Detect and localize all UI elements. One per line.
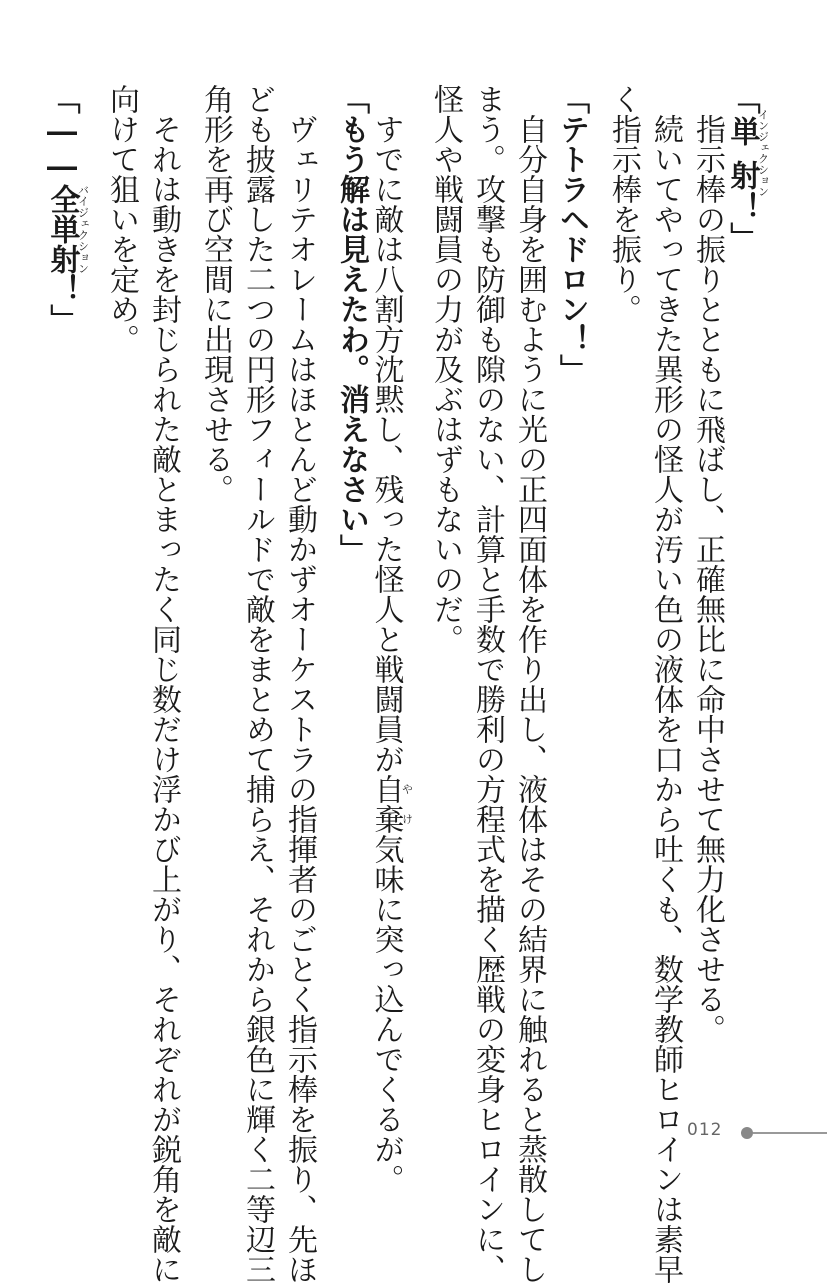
text-line: 角形を再び空間に出現させる。	[198, 84, 233, 504]
text-line: ヴェリテオレームはほとんど動かずオーケストラの指揮者のごとく指示棒を振り、先ほ	[282, 84, 317, 1284]
page-marker-dot	[741, 1127, 753, 1139]
open-bracket: 「――	[44, 84, 80, 184]
dialogue-line-injection	[724, 84, 770, 1096]
dialogue-line-tetrahedron: 「テトラヘドロン！」	[554, 84, 589, 384]
ruby-base: 単射	[724, 109, 760, 197]
ruby-injection	[724, 109, 770, 197]
text-line: まう。攻撃も防御も隙のない、計算と手数で勝利の方程式を描く歴戦の変身ヒロインに、	[470, 84, 505, 1284]
text-line: く指示棒を振り。	[606, 84, 641, 324]
close-bracket: ！」	[724, 192, 760, 252]
close-bracket: ！」	[44, 274, 80, 334]
text-line: それは動きを封じられた敵とまったく同じ数だけ浮かび上がり、それぞれが鋭角を敵に	[146, 84, 181, 1284]
dialogue-line-bijection	[44, 84, 90, 1096]
ruby-base: 全単射	[44, 184, 80, 274]
text-segment: 気味に突っ込んでくるが。	[368, 834, 404, 1194]
ruby-bijection	[44, 184, 90, 274]
open-bracket: 「	[724, 84, 760, 114]
text-line: 指示棒の振りとともに飛ばし、正確無比に命中させて無力化させる。	[690, 84, 725, 1044]
text-line: 怪人や戦闘員の力が及ぶはずもないのだ。	[428, 84, 463, 654]
text-line: ども披露した二つの円形フィールドで敵をまとめて捕らえ、それから銀色に輝く二等辺三	[240, 84, 275, 1284]
page-footer	[687, 1120, 827, 1144]
ruby-base: 自棄	[368, 774, 404, 834]
text-line: 自分自身を囲むように光の正四面体を作り出し、液体はその結界に触れると蒸散してし	[512, 84, 547, 1284]
text-line: 続いてやってきた異形の怪人が汚い色の液体を口から吐くも、数学教師ヒロインは素早	[648, 84, 683, 1284]
dialogue-line-solution: 「もう解は見えたわ。消えなさい」	[334, 84, 369, 564]
ruby-reading: バイジェクション	[76, 184, 90, 274]
text-segment: すでに敵は八割方沈黙し、残った怪人と戦闘員が	[368, 84, 404, 774]
ruby-reading: インジェクション	[756, 109, 770, 197]
page-marker-line	[753, 1132, 827, 1134]
ruby-yake	[368, 774, 414, 834]
text-line: 向けて狙いを定め。	[104, 84, 139, 354]
page-number: 012	[687, 1120, 723, 1140]
text-line	[368, 84, 414, 1194]
ruby-reading: やけ	[400, 774, 414, 834]
